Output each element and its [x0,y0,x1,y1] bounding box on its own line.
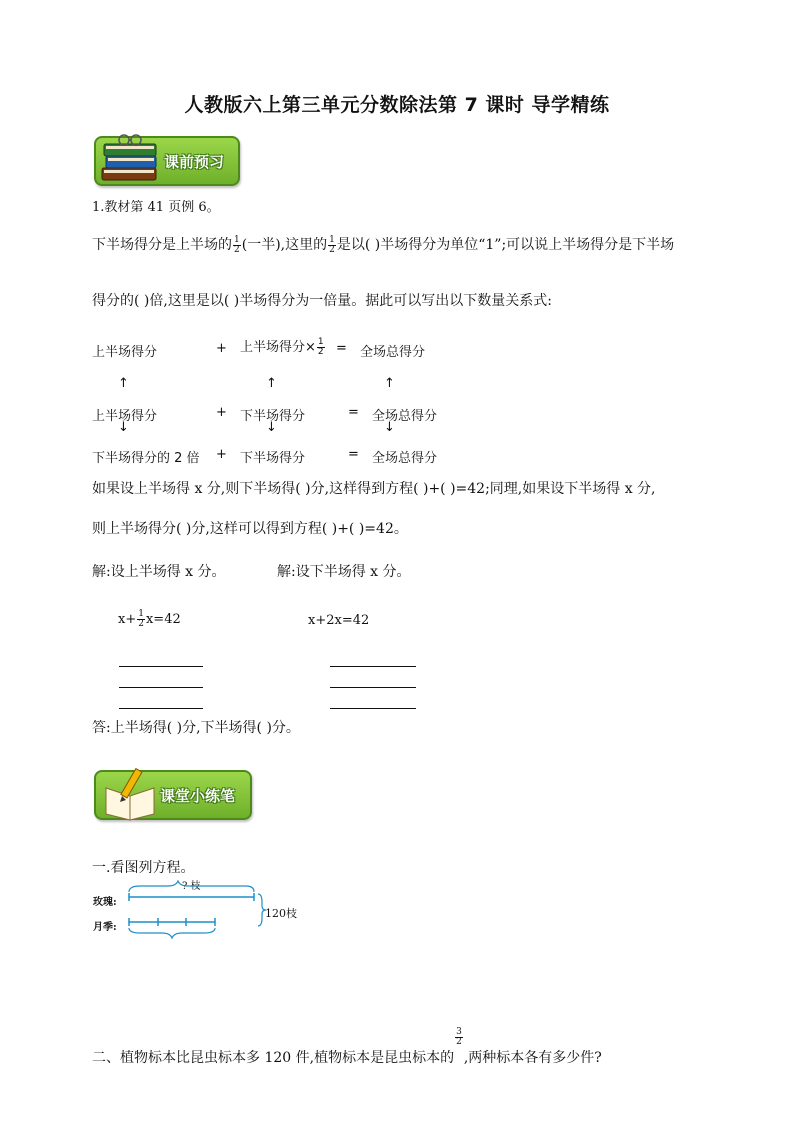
fraction-one-half [317,338,325,357]
relation-row-1-c: 全场总得分 [360,345,426,360]
relation-row-3-eq: = [348,447,359,462]
relation-row-3-b: 下半场得分 [240,451,306,466]
practice-banner-label: 课堂小练笔 [160,787,236,805]
yueji-brace [129,928,215,938]
relation-row-1-op: + [216,341,227,356]
equation-right: x+2x=42 [308,613,370,628]
notebook-pencil-icon [100,766,160,822]
fraction-numerator: 1 [234,234,240,245]
page-title: 人教版六上第三单元分数除法第 7 课时 导学精练 [184,94,610,116]
solve-right: 解:设下半场得 x 分。 [277,564,411,580]
answer-line[interactable] [330,666,416,667]
question-2 [92,1028,602,1067]
up-arrow-icon: ↑ [384,376,395,391]
up-arrow-icon: ↑ [266,376,277,391]
preview-banner [94,136,240,186]
answer-line[interactable] [119,708,203,709]
fraction-three-halves [455,1028,463,1047]
rose-label: 玫瑰: [93,897,117,908]
fraction-numerator: 1 [317,337,324,347]
fraction-numerator: 1 [138,609,144,619]
relation-row-2-a: 上半场得分 [92,409,158,424]
relation-row-1-a: 上半场得分 [92,345,158,360]
paragraph-3: 如果设上半场得 x 分,则下半场得( )分,这样得到方程( )+( )=42;同理,如果设下半场得 x 分, [92,481,656,497]
answer-line[interactable] [119,687,203,688]
item-intro: 1.教材第 41 页例 6。 [92,200,220,215]
practice-banner [94,770,252,820]
relation-row-2-op: + [216,405,227,420]
preview-banner-label: 课前预习 [164,153,225,171]
paragraph-1-c: 是以( )半场得分为单位“1”;可以说上半场得分是下半场 [336,237,675,253]
equation-left-a: x+ [118,612,137,627]
paragraph-1 [92,234,674,255]
paragraph-4: 则上半场得分( )分,这样可以得到方程( )+( )=42。 [92,521,408,537]
relation-row-1-b [240,336,326,357]
segment-diagram [120,880,270,940]
solve-left: 解:设上半场得 x 分。 [92,564,226,580]
relation-row-2-c: 全场总得分 [372,409,438,424]
fraction-numerator: 1 [329,234,335,245]
fraction-denominator: 2 [317,347,324,357]
total-label: 120枝 [265,907,297,920]
total-brace [258,894,266,926]
paragraph-1-b: (一半),这里的 [241,237,328,253]
rose-brace [129,881,254,892]
relation-row-1-eq: = [336,341,347,356]
answer-sentence: 答:上半场得( )分,下半场得( )分。 [92,720,300,736]
question-2-b: ,两种标本各有多少件? [463,1050,602,1066]
question-2-a: 二、植物标本比昆虫标本多 120 件,植物标本是昆虫标本的 [92,1050,455,1066]
relation-row-1-b-text: 上半场得分× [240,340,316,355]
paragraph-2: 得分的( )倍,这里是以( )半场得分为一倍量。据此可以写出以下数量关系式: [92,293,552,309]
fraction-denominator: 2 [329,244,335,255]
fraction-denominator: 2 [456,1037,462,1047]
paragraph-1-a: 下半场得分是上半场的 [92,237,232,253]
relation-row-2-b: 下半场得分 [240,409,306,424]
fraction-one-half [137,610,145,629]
fraction-denominator: 2 [234,244,240,255]
fraction-one-half [328,236,336,255]
fraction-denominator: 2 [138,619,144,629]
fraction-one-half [233,236,241,255]
answer-line[interactable] [119,666,203,667]
rose-question: ? 枝 [182,881,201,892]
books-icon [94,132,164,188]
fraction-numerator: 3 [456,1027,462,1037]
relation-row-3-c: 全场总得分 [372,451,438,466]
equation-left [118,610,181,629]
relation-row-3-op: + [216,447,227,462]
relation-row-3-a: 下半场得分的 2 倍 [92,451,200,466]
answer-line[interactable] [330,708,416,709]
up-arrow-icon: ↑ [118,376,129,391]
answer-line[interactable] [330,687,416,688]
yueji-label: 月季: [93,922,117,933]
down-arrow-icon: ↓ [266,420,277,435]
question-1: 一.看图列方程。 [92,860,195,876]
down-arrow-icon: ↓ [118,420,129,435]
equation-left-b: x=42 [145,612,181,627]
down-arrow-icon: ↓ [384,420,395,435]
relation-row-2-eq: = [348,405,359,420]
